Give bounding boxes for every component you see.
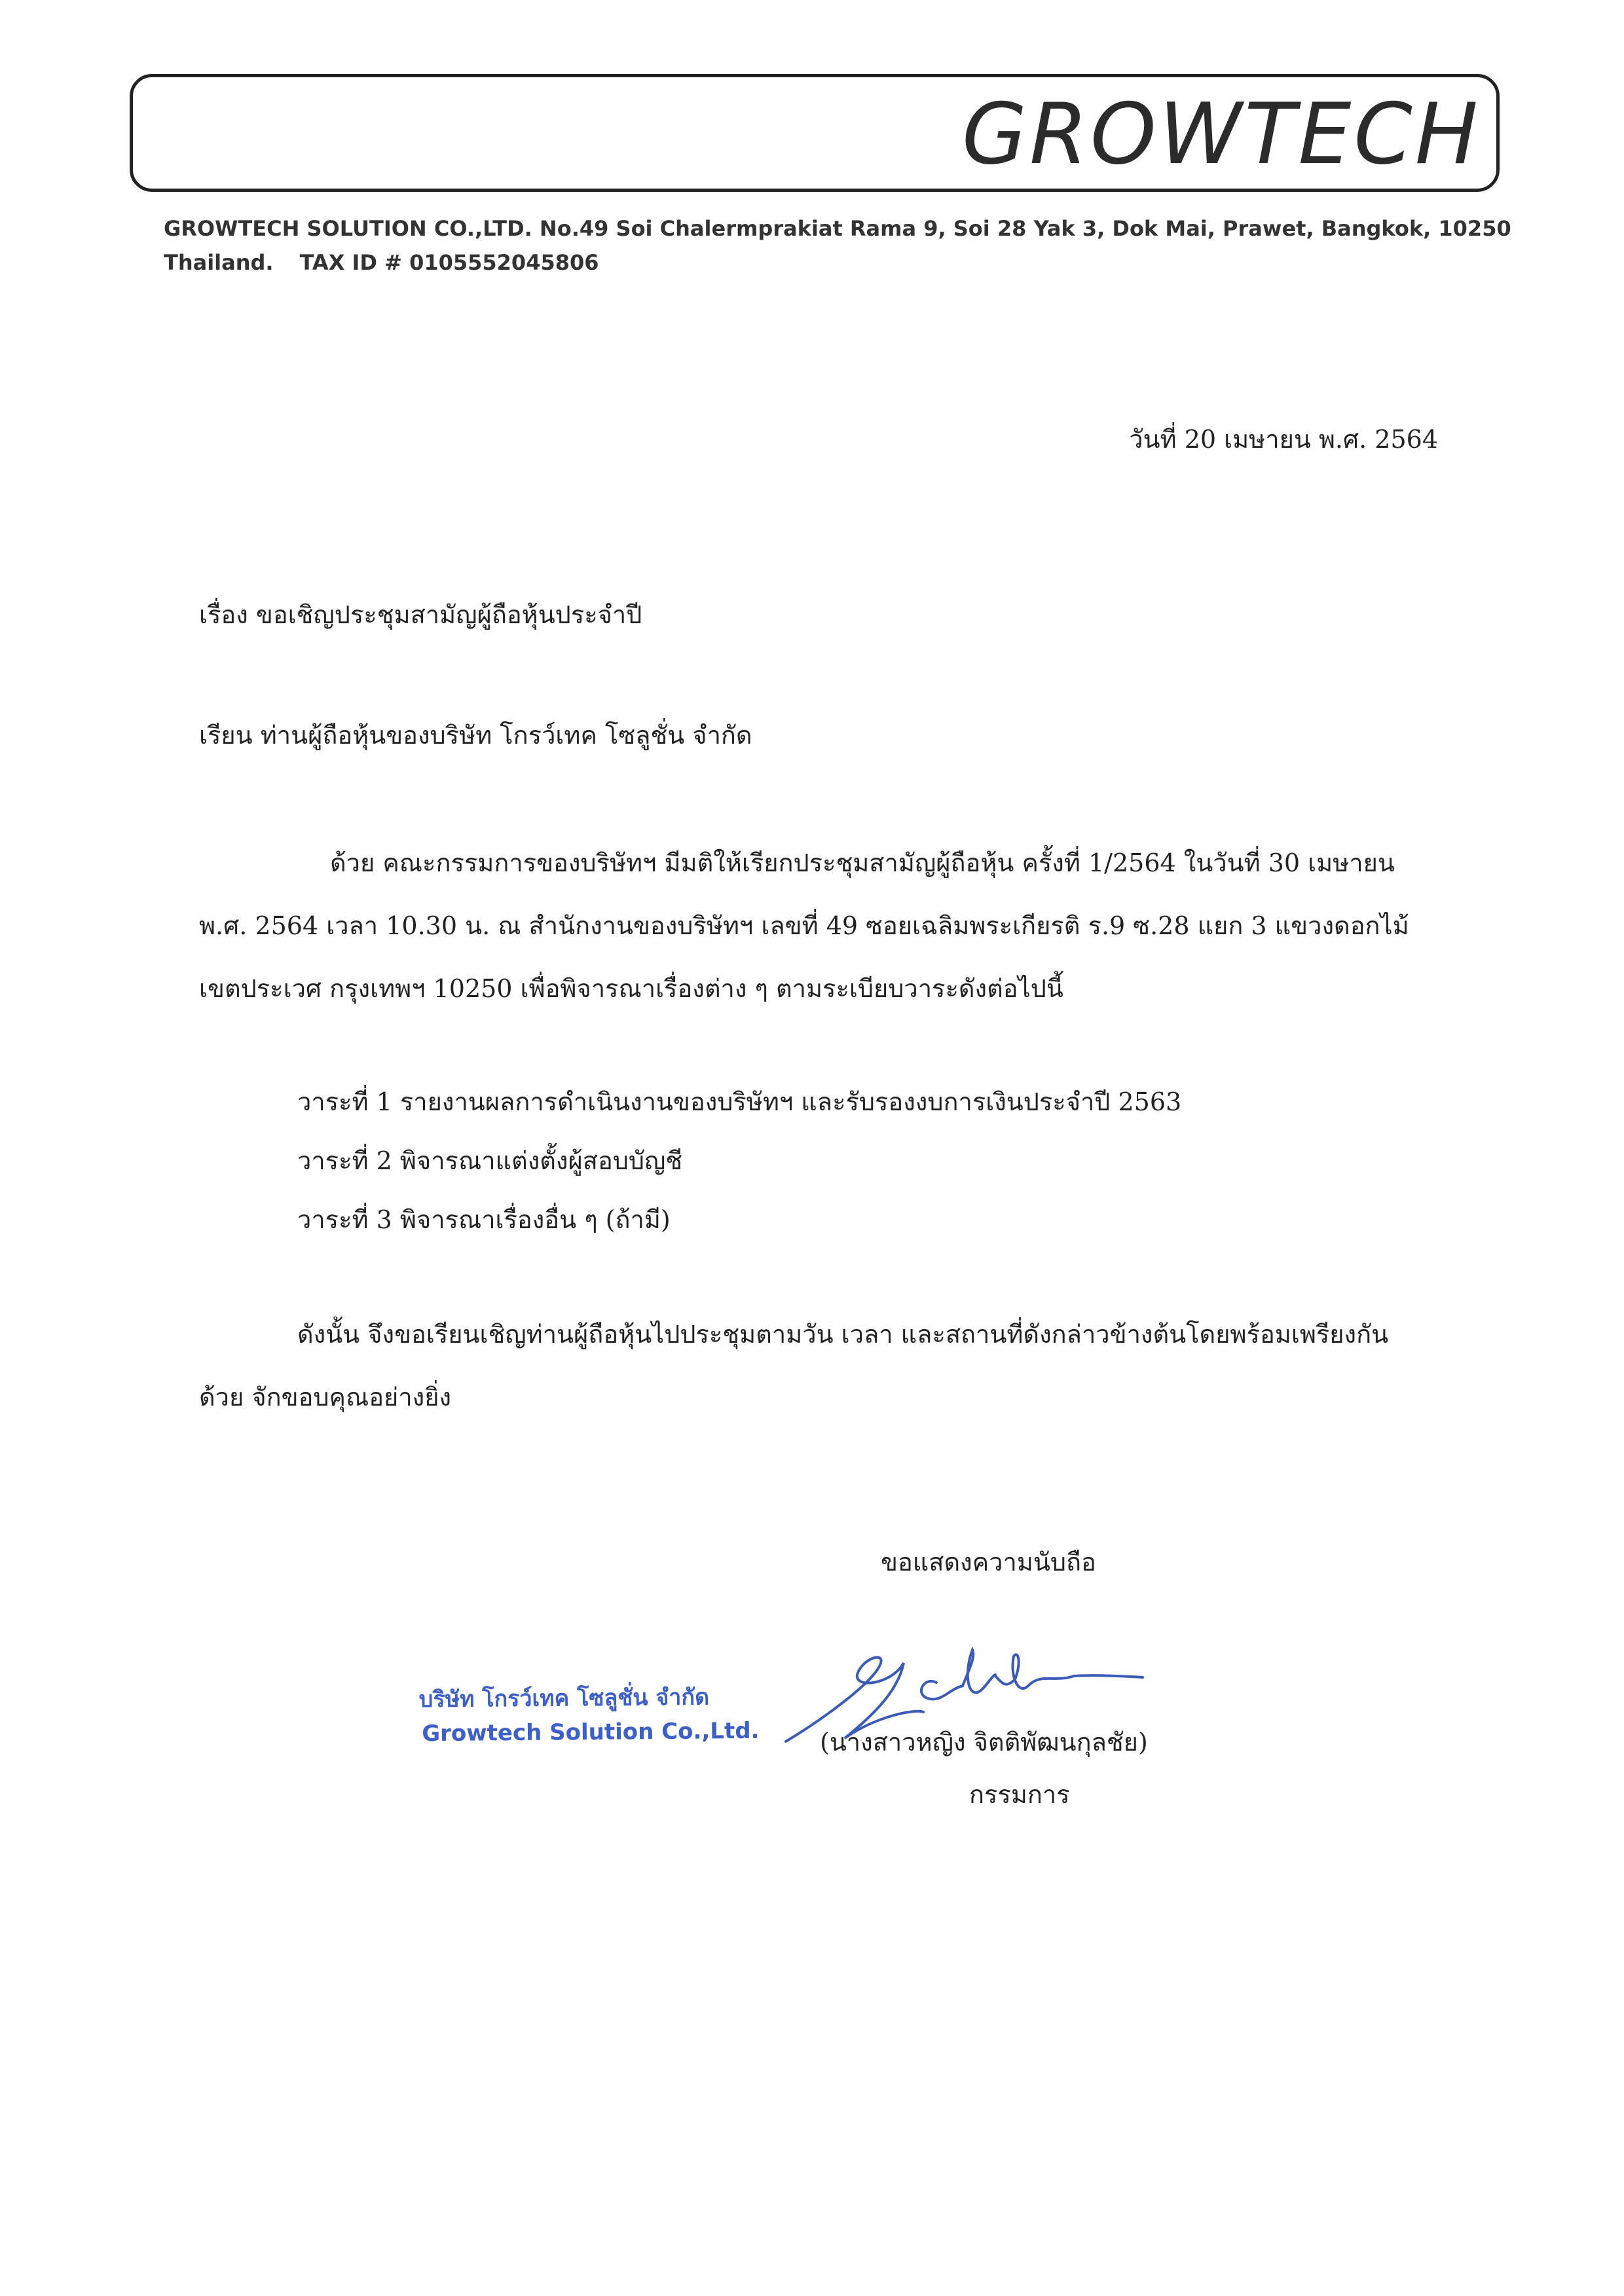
letter-recipient: เรียน ท่านผู้ถือหุ้นของบริษัท โกรว์เทค โซลูชั่น จำกัด [199, 721, 752, 750]
stamp-thai-text: บริษัท โกรว์เทค โซลูชั่น จำกัด [418, 1684, 710, 1713]
agenda-item-3: วาระที่ 3 พิจารณาเรื่องอื่น ๆ (ถ้ามี) [297, 1205, 671, 1234]
letter-regards: ขอแสดงความนับถือ [881, 1548, 1096, 1576]
agenda-list [297, 1072, 1181, 1249]
company-country: Thailand. [164, 250, 274, 275]
company-address-line2 [164, 250, 599, 275]
letterhead-box [130, 74, 1500, 192]
signer-position: กรรมการ [969, 1780, 1070, 1809]
letter-body-paragraph [199, 831, 1411, 1020]
body-text: ด้วย คณะกรรมการของบริษัทฯ มีมติให้เรียกประชุมสามัญผู้ถือหุ้น ครั้งที่ 1/2564 ในวันที่ 30 เมษายน พ.ศ. 2564 เวลา 10.30 น. ณ สำนักงานของบริษัทฯ เลขที่ 49 ซอยเฉลิมพระเกียรติ ร.9 ซ.28 แยก 3 แขวงดอกไม้ เขตประเวศ กรุงเทพฯ 10250 เพื่อพิจารณาเรื่องต่าง ๆ ตามระเบียบวาระดังต่อไปนี้ [199, 848, 1409, 1003]
stamp-english-text: Growtech Solution Co.,Ltd. [422, 1717, 760, 1747]
letter-subject: เรื่อง ขอเชิญประชุมสามัญผู้ถือหุ้นประจำปี [199, 600, 642, 629]
tax-id: TAX ID # 0105552045806 [299, 250, 599, 275]
agenda-item-2: วาระที่ 2 พิจารณาแต่งตั้งผู้สอบบัญชี [297, 1146, 683, 1175]
agenda-item-1: วาระที่ 1 รายงานผลการดำเนินงานของบริษัทฯ และรับรองงบการเงินประจำปี 2563 [297, 1087, 1182, 1116]
letter-closing-paragraph [199, 1303, 1430, 1429]
company-logo: GROWTECH [961, 86, 1481, 183]
company-address: GROWTECH SOLUTION CO.,LTD. No.49 Soi Chalermprakiat Rama 9, Soi 28 Yak 3, Dok Mai, Prawet, Bangkok, 10250 [164, 216, 1511, 241]
closing-text: ดังนั้น จึงขอเรียนเชิญท่านผู้ถือหุ้นไปประชุมตามวัน เวลา และสถานที่ดังกล่าวข้างต้นโดยพร้อมเพรียงกันด้วย จักขอบคุณอย่างยิ่ง [199, 1320, 1389, 1412]
company-stamp [419, 1680, 760, 1751]
letter-date: วันที่ 20 เมษายน พ.ศ. 2564 [1129, 425, 1438, 454]
signer-name: (นางสาวหญิง จิตติพัฒนกุลชัย) [820, 1728, 1148, 1757]
